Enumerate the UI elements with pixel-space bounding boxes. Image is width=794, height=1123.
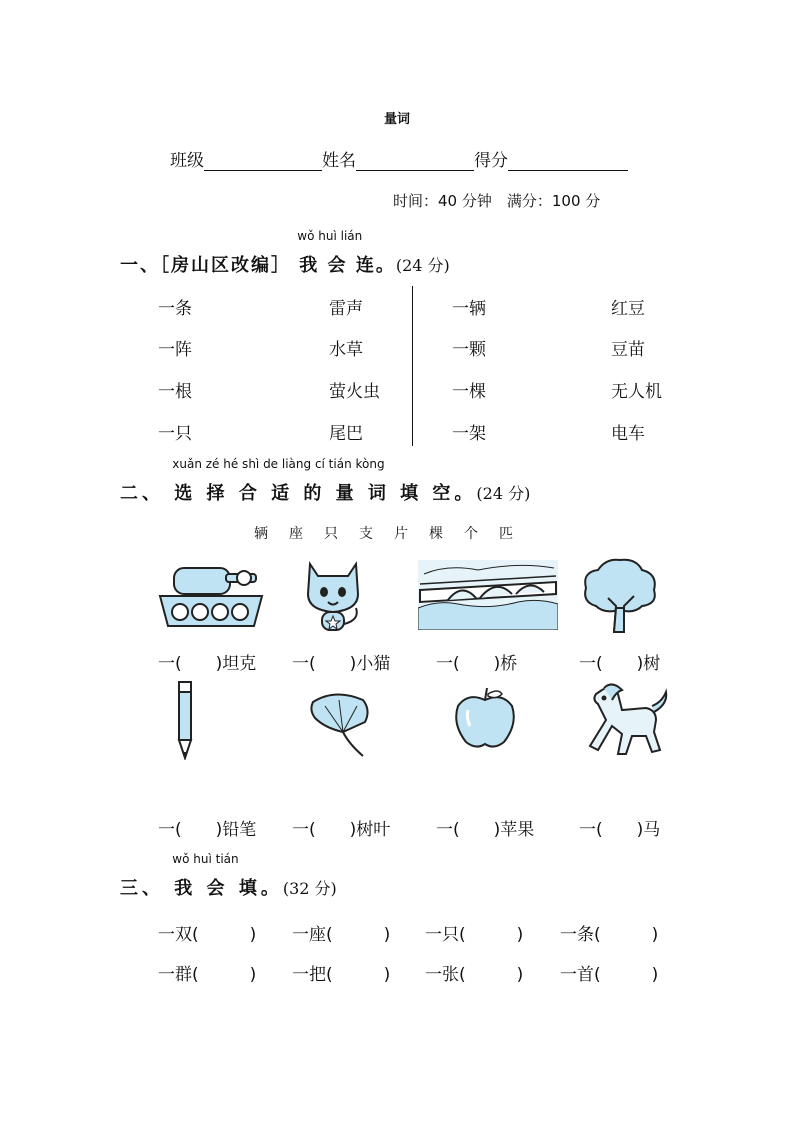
section2-title (120, 457, 531, 505)
fill-item[interactable]: 一( )坦克 (158, 654, 257, 674)
fill-item[interactable]: 一( )桥 (436, 654, 518, 674)
section1-score: (24 分) (395, 256, 450, 275)
cat-icon (302, 554, 364, 636)
word-bank-item: 个 (464, 526, 478, 542)
fill-item[interactable]: 一群( ) (158, 965, 257, 985)
class-field[interactable] (204, 152, 322, 171)
section2-period: 。 (454, 483, 477, 504)
fill-item[interactable]: 一首( ) (560, 965, 659, 985)
s1-left-item[interactable]: 一只 (158, 424, 192, 444)
section1-period: 。 (375, 255, 396, 276)
student-info (170, 146, 628, 171)
section2-heading: 选 择 合 适 的 量 词 填 空 (174, 483, 455, 504)
fill-item[interactable]: 一( )铅笔 (158, 820, 257, 840)
word-bank (254, 523, 534, 543)
section3-heading-wrap (172, 852, 261, 900)
s1-left-item[interactable]: 一根 (158, 382, 192, 402)
section1-title (120, 229, 450, 277)
tank-icon (156, 560, 268, 632)
s1-right-item[interactable]: 一棵 (452, 382, 486, 402)
section3-period: 。 (260, 878, 283, 899)
fill-item[interactable]: 一座( ) (292, 925, 391, 945)
section2-heading-wrap (172, 457, 455, 505)
name-label: 姓名 (322, 151, 356, 171)
fill-item[interactable]: 一只( ) (425, 925, 524, 945)
s1-right-item[interactable]: 一架 (452, 424, 486, 444)
section2-score: (24 分) (476, 484, 531, 503)
fill-item[interactable]: 一( )小猫 (292, 654, 391, 674)
section3-title (120, 852, 337, 900)
section3-number: 三、 (120, 878, 164, 899)
fill-item[interactable]: 一条( ) (560, 925, 659, 945)
section1-number: 一、 (120, 255, 160, 276)
s1-left-item[interactable]: 一阵 (158, 340, 192, 360)
fill-item[interactable]: 一张( ) (425, 965, 524, 985)
word-bank-item: 支 (359, 526, 373, 542)
s1-right-match[interactable]: 电车 (611, 424, 645, 444)
s1-left-match[interactable]: 尾巴 (329, 424, 363, 444)
pencil-icon (174, 680, 196, 760)
word-bank-item: 匹 (499, 526, 513, 542)
fill-item[interactable]: 一把( ) (292, 965, 391, 985)
word-bank-item: 座 (289, 526, 303, 542)
s1-right-match[interactable]: 红豆 (611, 299, 645, 319)
fill-item[interactable]: 一( )树叶 (292, 820, 391, 840)
s1-left-match[interactable]: 萤火虫 (329, 382, 380, 402)
score-label: 得分 (474, 151, 508, 171)
fill-item[interactable]: 一双( ) (158, 925, 257, 945)
horse-icon (582, 680, 672, 760)
section1-heading-wrap (297, 229, 376, 277)
s1-right-item[interactable]: 一颗 (452, 340, 486, 360)
section3-score: (32 分) (282, 879, 337, 898)
tree-icon (580, 556, 660, 634)
time-info: 时间：40 分钟 满分：100 分 (393, 192, 601, 210)
section3-heading: 我 会 填 (174, 878, 261, 899)
section2-number: 二、 (120, 483, 164, 504)
name-field[interactable] (356, 152, 474, 171)
leaf-icon (305, 688, 375, 758)
section1-heading: 我 会 连 (299, 255, 376, 276)
page-title: 量词 (383, 112, 410, 127)
word-bank-item: 只 (324, 526, 338, 542)
fill-item[interactable]: 一( )马 (579, 820, 661, 840)
section1-source: ［房山区改编］ (160, 255, 291, 276)
section2-pinyin: xuǎn zé hé shì de liàng cí tián kòng (172, 457, 385, 471)
s1-right-match[interactable]: 豆苗 (611, 340, 645, 360)
s1-right-item[interactable]: 一辆 (452, 299, 486, 319)
word-bank-item: 片 (394, 526, 408, 542)
bridge-icon (418, 560, 558, 630)
section1-pinyin: wǒ huì lián (297, 229, 363, 243)
apple-icon (452, 686, 518, 752)
class-label: 班级 (170, 151, 204, 171)
section1-divider (412, 286, 413, 446)
s1-left-match[interactable]: 雷声 (329, 299, 363, 319)
s1-left-item[interactable]: 一条 (158, 299, 192, 319)
s1-right-match[interactable]: 无人机 (611, 382, 662, 402)
word-bank-item: 辆 (254, 526, 268, 542)
score-field[interactable] (508, 152, 628, 171)
word-bank-item: 棵 (429, 526, 443, 542)
section3-pinyin: wǒ huì tián (172, 852, 239, 866)
fill-item[interactable]: 一( )苹果 (436, 820, 535, 840)
fill-item[interactable]: 一( )树 (579, 654, 661, 674)
s1-left-match[interactable]: 水草 (329, 340, 363, 360)
